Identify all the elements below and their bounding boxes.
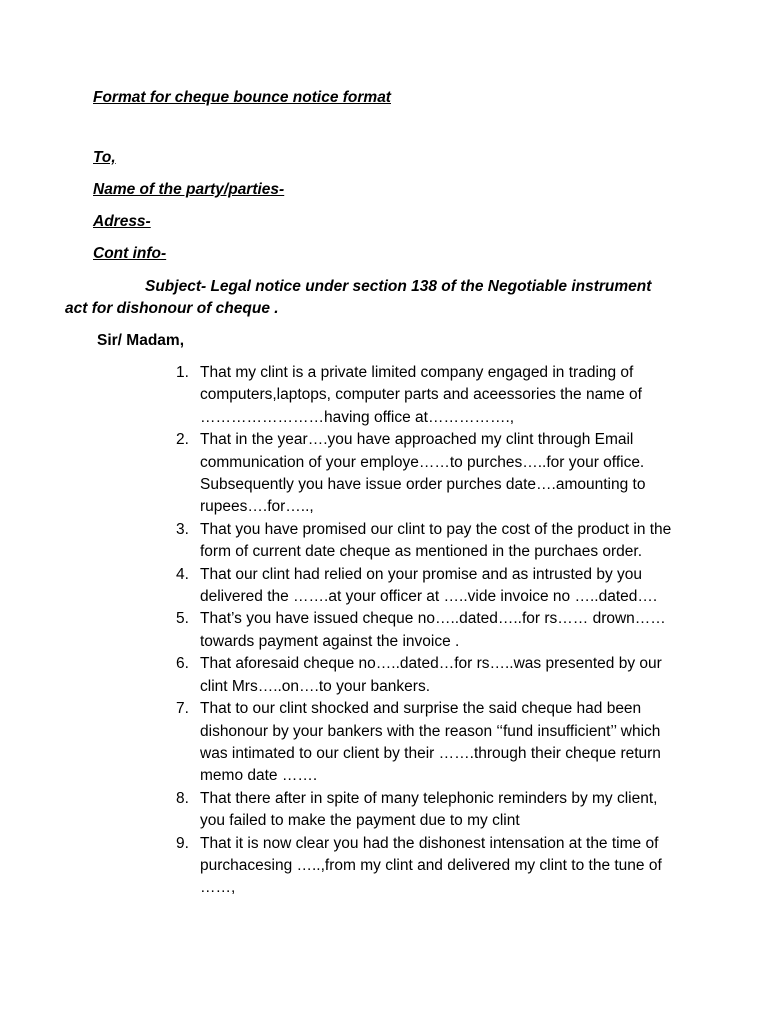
salutation: Sir/ Madam, [97, 332, 184, 349]
party-name-line: Name of the party/parties- [93, 181, 285, 198]
address-line: Adress- [93, 213, 151, 230]
list-item: 6. That aforesaid cheque no…..dated…for rs…..was presented by our clint Mrs…..on….to your bankers. [176, 655, 662, 695]
list-item: 7. That to our clint shocked and surprise the said cheque had been dishonour by your bankers with the reason ‘‘fund insufficient’’ which was intimated to our client by their …….through their cheque return memo date ……. [176, 700, 661, 785]
notice-points-list [176, 362, 678, 900]
list-item: 9. That it is now clear you had the dishonest intensation at the time of purchacesing …..,from my clint and delivered my clint to the tune of ……, [176, 834, 662, 897]
subject-paragraph: Subject- Legal notice under section 138 of the Negotiable instrument act for dishonour of cheque . [65, 278, 652, 317]
list-item: 2. That in the year….you have approached my clint through Email communication of your employe……to purches…..for your office. Subsequently you have issue order purches date….amounting to rupees….for….., [176, 431, 646, 516]
contact-info-line: Cont info- [93, 245, 167, 262]
list-item: 1. That my clint is a private limited company engaged in trading of computers,laptops, computer parts and aceessories the name of ……………………having office at……………., [176, 364, 642, 426]
document-title: Format for cheque bounce notice format [93, 89, 391, 106]
list-item: 4. That our clint had relied on your promise and as intrusted by you delivered the …….at your officer at …..vide invoice no …..dated…. [176, 565, 658, 606]
list-item: 5. That’s you have issued cheque no…..dated…..for rs…… drown…… towards payment against the invoice . [176, 610, 666, 650]
list-item: 8. That there after in spite of many telephonic reminders by my client, you failed to make the payment due to my clint [176, 789, 658, 830]
to-line: To, [93, 149, 116, 166]
list-item: 3. That you have promised our clint to pay the cost of the product in the form of current date cheque as mentioned in the purchaes order. [176, 520, 672, 561]
